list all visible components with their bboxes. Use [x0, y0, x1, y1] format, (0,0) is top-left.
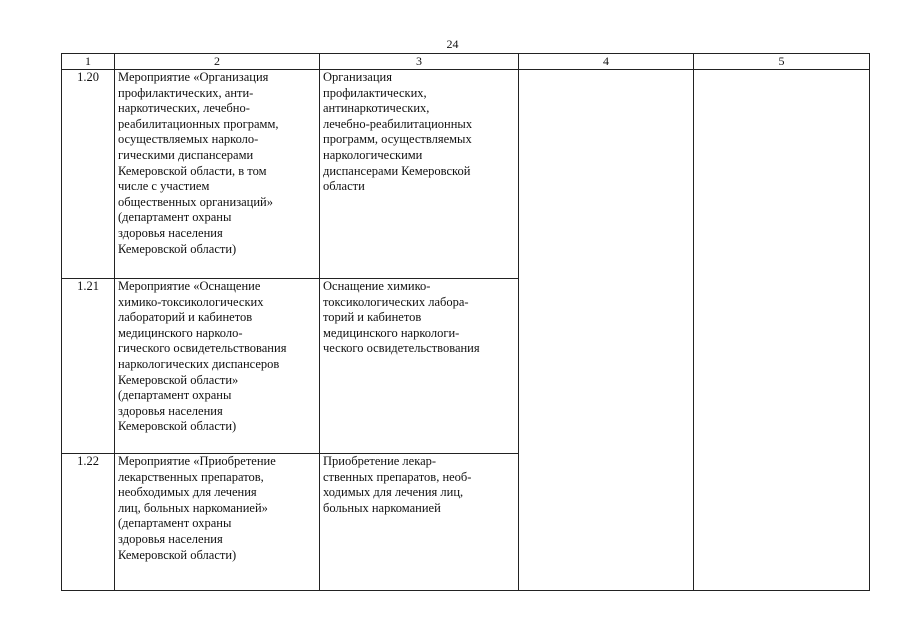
column-number: 4	[519, 54, 694, 70]
measure-description-cell	[320, 454, 519, 591]
text-line: здоровья населения	[118, 403, 223, 418]
text-line: ческого освидетельствования	[323, 341, 480, 356]
text-line: гическими диспансерами	[118, 147, 254, 162]
text-line: Приобретение лекар-	[323, 454, 437, 468]
column-number-row	[62, 54, 870, 70]
text-line: (департамент охраны	[118, 388, 232, 403]
column-number: 3	[320, 54, 519, 70]
text-line: Организация	[323, 70, 392, 84]
text-line: лиц, больных наркоманией»	[118, 500, 268, 515]
text-line: Мероприятие «Приобретение	[118, 454, 276, 468]
row-number: 1.21	[62, 279, 115, 454]
text-line: профилактических,	[323, 85, 427, 100]
text-line: Оснащение химико-	[323, 279, 431, 293]
measure-title-cell	[115, 70, 320, 279]
text-line: (департамент охраны	[118, 210, 232, 225]
column-4-cell	[519, 70, 694, 591]
text-line: области	[323, 179, 365, 194]
text-line: лабораторий и кабинетов	[118, 310, 253, 325]
text-line: диспансерами Кемеровской	[323, 163, 471, 178]
table-row	[62, 70, 870, 279]
text-line: лечебно-реабилитационных	[323, 116, 473, 131]
row-number: 1.20	[62, 70, 115, 279]
column-number: 2	[115, 54, 320, 70]
text-line: осуществляемых нарколо-	[118, 132, 259, 147]
text-line: ходимых для лечения лиц,	[323, 485, 464, 500]
text-line: Мероприятие «Организация	[118, 70, 269, 84]
text-line: медицинского наркологи-	[323, 325, 460, 340]
column-5-cell	[694, 70, 870, 591]
text-line: числе с участием	[118, 179, 210, 194]
text-line: больных наркоманией	[323, 500, 441, 515]
text-line: Кемеровской области»	[118, 372, 239, 387]
text-line: наркологических диспансеров	[118, 356, 280, 371]
text-line: профилактических, анти-	[118, 85, 254, 100]
text-line: Кемеровской области)	[118, 241, 237, 256]
text-line: Мероприятие «Оснащение	[118, 279, 261, 293]
text-line: медицинского нарколо-	[118, 325, 243, 340]
measure-title-cell	[115, 279, 320, 454]
measure-description-cell	[320, 70, 519, 279]
page-number: 24	[446, 37, 459, 51]
text-line: гического освидетельствования	[118, 341, 287, 356]
measures-table	[61, 53, 870, 591]
text-line: лекарственных препаратов,	[118, 469, 264, 484]
text-line: необходимых для лечения	[118, 485, 257, 500]
measure-description-cell	[320, 279, 519, 454]
text-line: наркотических, лечебно-	[118, 101, 250, 116]
text-line: антинаркотических,	[323, 101, 430, 116]
text-line: Кемеровской области, в том	[118, 163, 267, 178]
column-number: 5	[694, 54, 870, 70]
text-line: Кемеровской области)	[118, 547, 237, 562]
column-number: 1	[62, 54, 115, 70]
text-line: наркологическими	[323, 147, 423, 162]
row-number: 1.22	[62, 454, 115, 591]
text-line: здоровья населения	[118, 531, 223, 546]
text-line: программ, осуществляемых	[323, 132, 472, 147]
text-line: Кемеровской области)	[118, 419, 237, 434]
text-line: ственных препаратов, необ-	[323, 469, 472, 484]
text-line: реабилитационных программ,	[118, 116, 279, 131]
text-line: здоровья населения	[118, 225, 223, 240]
text-line: торий и кабинетов	[323, 310, 422, 325]
text-line: токсикологических лабора-	[323, 294, 469, 309]
text-line: (департамент охраны	[118, 516, 232, 531]
text-line: общественных организаций»	[118, 194, 273, 209]
measure-title-cell	[115, 454, 320, 591]
text-line: химико-токсикологических	[118, 294, 264, 309]
